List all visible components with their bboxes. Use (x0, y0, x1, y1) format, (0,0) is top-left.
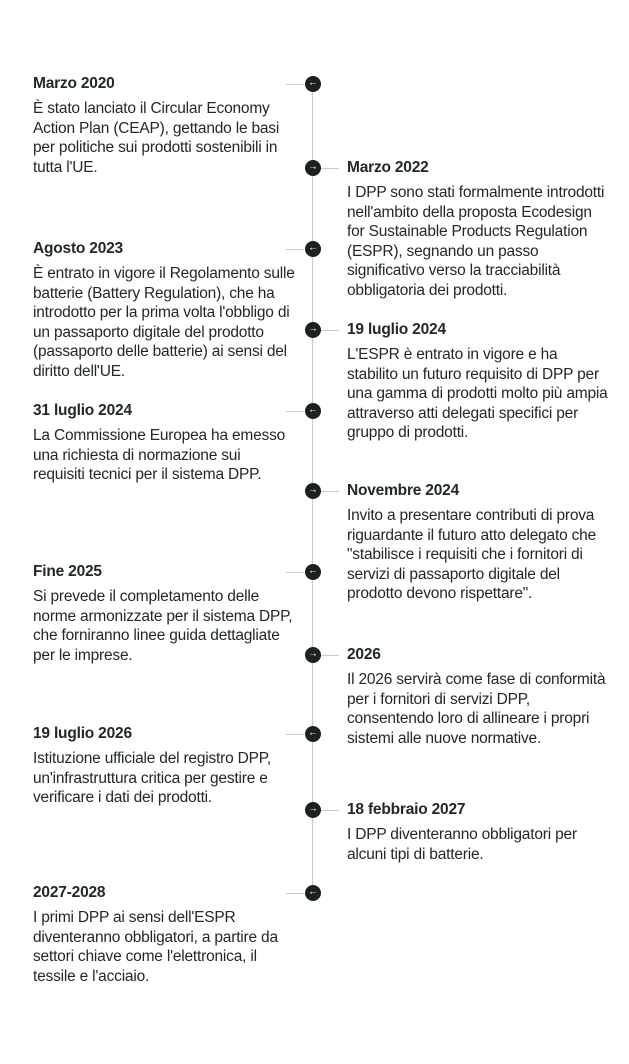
timeline-date: 19 luglio 2024 (347, 321, 446, 338)
timeline-entry (347, 158, 609, 300)
timeline-entry (347, 320, 609, 443)
timeline-description: I DPP diventeranno obbligatori per alcuni tipi di batterie. (347, 826, 577, 863)
timeline-description: L'ESPR è entrato in vigore e ha stabilito un futuro requisito di DPP per una gamma di prodotti molto più ampia attraverso atti delegati specifici per gruppo di prodotti. (347, 346, 608, 441)
timeline-connector (286, 249, 304, 250)
timeline-entry (33, 74, 295, 177)
timeline-node (305, 322, 321, 338)
timeline-node (305, 802, 321, 818)
timeline-description: Il 2026 servirà come fase di conformità per i fornitori di servizi DPP, consentendo loro di allineare i propri sistemi alle nuove normative. (347, 671, 606, 747)
timeline-entry (33, 883, 295, 986)
timeline-entry (33, 239, 295, 381)
arrow-right-icon: → (308, 484, 318, 496)
timeline-date: Marzo 2020 (33, 75, 115, 92)
arrow-left-icon: ← (308, 242, 318, 254)
timeline-date: 2026 (347, 646, 381, 663)
timeline-node (305, 726, 321, 742)
timeline-date: Agosto 2023 (33, 240, 123, 257)
timeline-entry (33, 724, 295, 808)
arrow-right-icon: → (308, 803, 318, 815)
arrow-left-icon: ← (308, 727, 318, 739)
timeline-node (305, 885, 321, 901)
timeline-date: 18 febbraio 2027 (347, 801, 466, 818)
timeline-connector (321, 810, 339, 811)
timeline-connector (286, 893, 304, 894)
timeline-entry (347, 800, 609, 864)
timeline-entry (33, 401, 295, 485)
timeline-description: I primi DPP ai sensi dell'ESPR diventeranno obbligatori, a partire da settori chiave come l'elettronica, il tessile e l'acciaio. (33, 909, 278, 985)
timeline-date: 2027-2028 (33, 884, 106, 901)
timeline-connector (286, 84, 304, 85)
timeline-connector (321, 330, 339, 331)
timeline-entry (33, 562, 295, 665)
timeline-connector (321, 655, 339, 656)
timeline-node (305, 483, 321, 499)
arrow-left-icon: ← (308, 404, 318, 416)
arrow-right-icon: → (308, 161, 318, 173)
timeline-description: È entrato in vigore il Regolamento sulle batterie (Battery Regulation), che ha introdotto per la prima volta l'obbligo di un passaporto digitale del prodotto (passaporto delle batterie) ai sensi del diritto dell'UE. (33, 265, 295, 380)
timeline-description: I DPP sono stati formalmente introdotti nell'ambito della proposta Ecodesign for Sustainable Products Regulation (ESPR), segnando un passo significativo verso la tracciabilità obbligatoria dei prodotti. (347, 184, 605, 299)
timeline-connector (286, 572, 304, 573)
timeline-connector (321, 491, 339, 492)
timeline-date: 31 luglio 2024 (33, 402, 132, 419)
timeline-entry (347, 645, 609, 748)
timeline-connector (321, 168, 339, 169)
timeline-connector (286, 411, 304, 412)
timeline-node (305, 160, 321, 176)
timeline-node (305, 564, 321, 580)
arrow-left-icon: ← (308, 77, 318, 89)
timeline-date: Fine 2025 (33, 563, 102, 580)
timeline-description: Invito a presentare contributi di prova riguardante il futuro atto delegato che "stabilisce i requisiti che i fornitori di servizi di passaporto digitale del prodotto devono rispettare". (347, 507, 596, 602)
timeline-node (305, 241, 321, 257)
timeline-description: Istituzione ufficiale del registro DPP, un'infrastruttura critica per gestire e verificare i dati dei prodotti. (33, 750, 272, 806)
timeline-node (305, 76, 321, 92)
timeline-entry (347, 481, 609, 604)
timeline-date: Marzo 2022 (347, 159, 429, 176)
timeline-description: Si prevede il completamento delle norme armonizzate per il sistema DPP, che forniranno linee guida dettagliate per le imprese. (33, 588, 293, 664)
timeline-description: La Commissione Europea ha emesso una richiesta di normazione sui requisiti tecnici per il sistema DPP. (33, 427, 286, 483)
timeline-node (305, 403, 321, 419)
timeline-node (305, 647, 321, 663)
arrow-right-icon: → (308, 323, 318, 335)
timeline-connector (286, 734, 304, 735)
arrow-left-icon: ← (308, 886, 318, 898)
timeline-date: 19 luglio 2026 (33, 725, 132, 742)
arrow-left-icon: ← (308, 565, 318, 577)
timeline-description: È stato lanciato il Circular Economy Action Plan (CEAP), gettando le basi per politiche sui prodotti sostenibili in tutta l'UE. (33, 100, 280, 176)
timeline-date: Novembre 2024 (347, 482, 459, 499)
arrow-right-icon: → (308, 648, 318, 660)
